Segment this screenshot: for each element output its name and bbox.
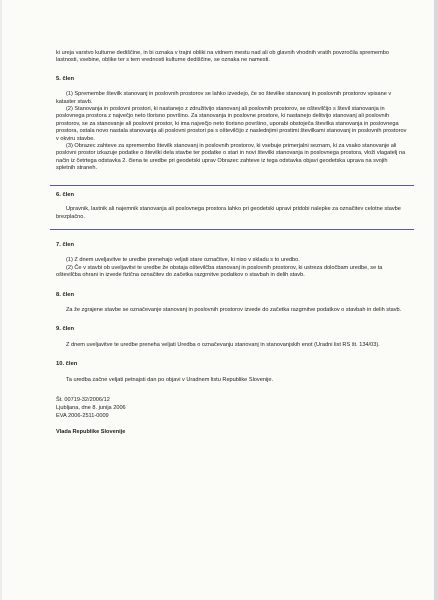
section-10 (56, 361, 408, 384)
paragraph: (2) Če v stavbi ob uveljavitvi te uredbe že obstaja oštevilčba stanovanj in poslovnih prostorov, ki ustreza določbam uredbe, se ta oštevilčba ohrani in izvede fizična označitev do začetka razgrnitve podatkov o stavbah in delih stavb. (56, 264, 383, 279)
section-7 (56, 242, 408, 280)
section-5 (56, 76, 408, 173)
section-8 (56, 292, 408, 315)
paragraph: (3) Obrazec zahteve za spremembo številk stanovanj in poslovnih prostorov, ki vsebuje primerjalni seznam, ki za vsako stanovanje ali poslovni prostor izkazuje podatke o številki dela stavbe ter podatke o stari in novi številki stanovanja in poslovnega prostora, vloži vlagatelj na način iz četrtega odstavka 2. člena te uredbe pri geodetski uprav Obrazec zahteve iz tega odstavka objavi geodetska uprava na svojih spletnih straneh. (56, 143, 406, 172)
section-heading: 10. člen (56, 361, 78, 368)
paragraph: (1) Spremembe številk stanovanj in poslovnih prostorov se lahko izvedejo, če so številke stanovanj in poslovnih prostorov vpisane v kataster stavb. (56, 91, 392, 105)
paragraph: (1) Z dnem uveljavitve te uredbe prenehajo veljati stare označitve, ki niso v skladu s to uredbo. (66, 257, 300, 264)
lead-paragraph: ki ureja varstvo kulturne dediščine, in bi oznaka v trajni obliki na vidnem mestu nad ali ob glavnih vhodnih vratih povzročila spremembo lastnosti, vsebine, oblike ter s tem vrednosti kulturne dediščine, se oznaka ne namesti. (56, 50, 390, 64)
government-name: Vlada Republike Slovenije (56, 428, 126, 435)
paragraph: Za že zgrajene stavbe se označevanje stanovanj in poslovnih prostorov izvede do začetka razgrnitve podatkov o stavbah in delih stavb. (66, 306, 402, 313)
paragraph: (2) Stanovanja in poslovni prostori, ki nastanejo z združitvijo stanovanj ali poslovnih prostorov, se oštevilčijo s števil stanovanja in poslovnega prostora z največjo neto tlorisno površino. Za stanovanja in poslovne prostore, ki nastanejo delitvijo stanovanj ali poslovnih prostorov, se za stanovanje ali poslovni prostor, ki ima največjo neto tlorisno površino, uporabi obstoječa številka stanovanja in poslovnega prostora, ostala novo nastala stanovanja ali poslovni prostori pa s oštevilčijo z naslednjimi prostimi številkami stanovanj in poslovnih prostorov v okviru stavbe. (56, 106, 407, 142)
section-heading: 8. člen (56, 291, 75, 298)
section-heading: 7. člen (56, 241, 75, 248)
paragraph: Ta uredba začne veljati petnajsti dan po objavi v Uradnem listu Republike Slovenije. (66, 376, 274, 383)
section-heading: 6. člen (56, 191, 75, 198)
document-number: Št. 00719-32/2006/12 (56, 396, 110, 403)
section-heading: 9. člen (56, 326, 75, 333)
section-heading: 5. člen (56, 75, 75, 82)
scan-edge-left (0, 0, 2, 600)
eva-number: EVA 2006-2511-0009 (56, 412, 109, 419)
signature-block (56, 396, 408, 436)
scan-edge-right (434, 0, 438, 600)
highlighted-section-6 (50, 185, 414, 230)
section-9 (56, 326, 408, 349)
paragraph: Upravnik, lastnik ali najemnik stanovanja ali poslovnega prostora lahko pri geodetski upravi pridobi nalepke za označitev celotne stavbe brezplačno. (56, 206, 401, 220)
paragraph: Z dnem uveljavitve te uredbe preneha veljati Uredba o označevanju stanovanj in stanovanjskih enot (Uradni list RS št. 134/03). (66, 341, 380, 348)
place-date: Ljubljana, dne 8. junija 2006 (56, 404, 126, 411)
document-body (56, 50, 408, 436)
